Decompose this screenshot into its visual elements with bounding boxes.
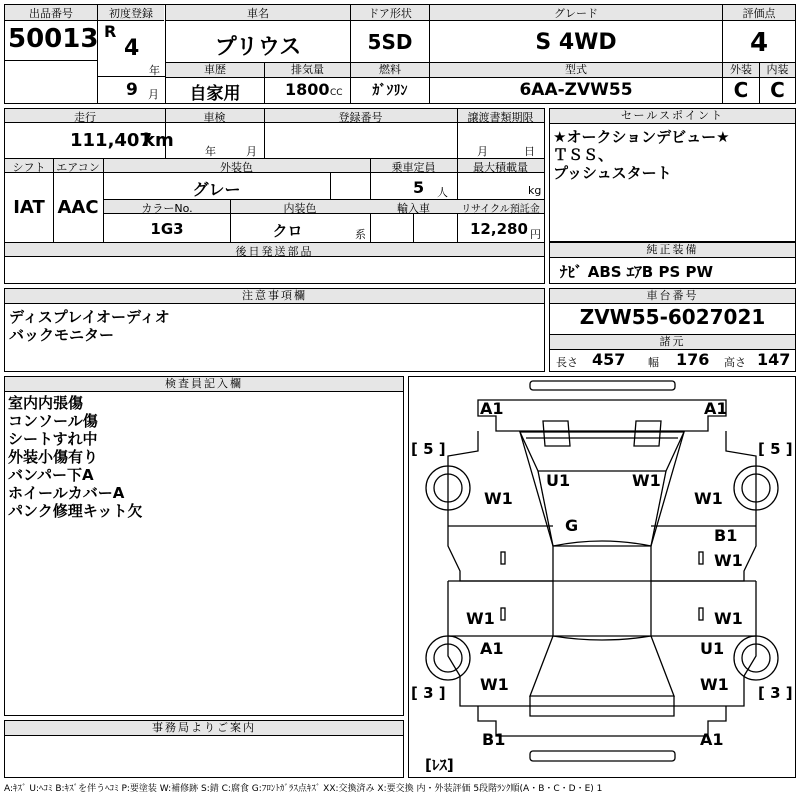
width-label: 幅: [648, 356, 659, 369]
car-name-label: 車名: [166, 5, 350, 21]
equipment: ﾅﾋﾞ ABS ｴｱB PS PW: [560, 263, 714, 281]
car-diagram: [408, 376, 796, 778]
damage-mark: W1: [694, 489, 723, 508]
load-unit: kg: [528, 184, 542, 197]
transfer-day: 日: [524, 145, 535, 158]
inspection-month: 月: [246, 145, 257, 158]
sales-point-lines: [553, 128, 793, 182]
capacity-label: 乗車定員: [391, 161, 436, 174]
caution-lines: [9, 308, 529, 344]
damage-mark: W1: [714, 551, 743, 570]
damage-mark: A1: [480, 639, 504, 658]
inspector-line: 室内内張傷: [8, 394, 84, 412]
chassis-label: 車台番号: [550, 289, 795, 304]
spare-tire: [ﾚｽ]: [425, 756, 454, 774]
later-parts-label: 後日発送部品: [5, 243, 544, 257]
inspector-lines: [8, 394, 398, 520]
int-grade-label: 内装: [760, 63, 795, 77]
damage-mark: W1: [480, 675, 509, 694]
grade-label: グレード: [430, 5, 722, 21]
model-label: 型式: [430, 63, 722, 77]
sales-line: ★オークションデビュー★: [553, 128, 730, 146]
displacement-label: 排気量: [265, 63, 350, 77]
damage-mark: B1: [482, 730, 506, 749]
inspector-line: バンパー下A: [8, 466, 94, 484]
tire-condition: [ 3 ]: [758, 684, 793, 702]
aircon-label: エアコン: [56, 161, 100, 174]
month-unit: 月: [148, 88, 159, 101]
shift-label: シフト: [12, 161, 46, 174]
transfer-month: 月: [477, 145, 488, 158]
sales-line: ＴＳＳ、: [553, 146, 614, 164]
sales-point-label: セールスポイント: [550, 109, 795, 124]
ext-grade-label: 外装: [723, 63, 759, 77]
tire-condition: [ 5 ]: [758, 440, 793, 458]
fuel-label: 燃料: [351, 63, 429, 77]
displacement: 1800: [285, 80, 330, 99]
grade: S 4WD: [535, 30, 617, 55]
tire-condition: [ 5 ]: [411, 440, 446, 458]
recycle-label: リサイクル預託金: [461, 204, 540, 215]
color-no: 1G3: [150, 220, 184, 238]
lot-number: 50013: [8, 24, 99, 54]
mileage-unit: km: [143, 130, 174, 151]
year-unit: 年: [149, 64, 160, 77]
inspector-line: パンク修理キット欠: [8, 502, 143, 520]
history: 自家用: [189, 84, 241, 104]
length: 457: [592, 350, 626, 369]
displacement-unit: CC: [330, 88, 343, 98]
recycle-fee: 12,280: [470, 220, 528, 238]
sales-line: プッシュスタート: [553, 164, 672, 182]
reg-era: R: [104, 22, 117, 41]
damage-mark: A1: [704, 399, 728, 418]
score: 4: [749, 28, 769, 58]
fuel: ｶﾞｿﾘﾝ: [372, 83, 408, 99]
color-no-label: カラーNo.: [141, 202, 193, 215]
capacity: 5: [413, 178, 425, 197]
inspector-line: コンソール傷: [8, 412, 98, 430]
shift: IAT: [13, 197, 45, 218]
spec-label: 諸元: [550, 335, 795, 350]
reg-month: 9: [126, 80, 138, 100]
plate-label: 登録番号: [338, 111, 383, 124]
recycle-unit: 円: [530, 228, 541, 241]
aircon: AAC: [57, 197, 99, 218]
height: 147: [757, 350, 791, 369]
damage-mark: A1: [700, 730, 724, 749]
caution-label: 注意事項欄: [5, 289, 544, 304]
chassis-number: ZVW55-6027021: [579, 305, 766, 329]
inspector-line: 外装小傷有り: [8, 448, 99, 466]
damage-mark: B1: [714, 526, 738, 545]
first-reg-label: 初度登録: [98, 5, 164, 21]
inspector-line: ホイールカバーA: [8, 484, 125, 502]
door-type: 5SD: [367, 30, 413, 54]
ext-grade: C: [733, 78, 749, 102]
office-label: 事務局よりご案内: [5, 721, 403, 736]
interior-color-label: 内装色: [283, 202, 317, 215]
damage-mark: W1: [714, 609, 743, 628]
history-label: 車歴: [166, 63, 264, 77]
interior-color: クロ: [272, 222, 303, 240]
tire-condition: [ 3 ]: [411, 684, 446, 702]
load-label: 最大積載量: [473, 161, 528, 174]
mileage-label: 走行: [74, 111, 96, 124]
damage-mark: W1: [632, 471, 661, 490]
mileage: 111,407: [70, 130, 152, 151]
damage-mark: U1: [700, 639, 725, 658]
height-label: 高さ: [724, 356, 746, 369]
door-label: ドア形状: [351, 5, 429, 21]
width: 176: [676, 350, 710, 369]
caution-line: バックモニター: [9, 326, 115, 344]
damage-mark: W1: [484, 489, 513, 508]
inspector-line: シートすれ中: [8, 430, 98, 448]
car-name: プリウス: [214, 35, 302, 60]
capacity-unit: 人: [437, 186, 448, 199]
reg-year: 4: [124, 36, 140, 61]
inspection-year: 年: [205, 145, 216, 158]
interior-color-unit: 系: [355, 228, 366, 241]
damage-mark: G: [565, 516, 579, 535]
import-label: 輸入車: [397, 202, 430, 215]
int-grade: C: [770, 78, 785, 102]
transfer-label: 譲渡書類期限: [467, 111, 534, 124]
legend: A:ｷｽﾞ U:ﾍｺﾐ B:ｷｽﾞを伴うﾍｺﾐ P:要塗装 W:補修跡 S:錆 C:腐食 G:ﾌﾛﾝﾄｶﾞﾗｽ点ｷｽﾞ XX:交換済み X:要交換 内・外装評価 5段階ﾗﾝｸ順(A・B・C・D・E) 1: [4, 784, 603, 794]
damage-mark: W1: [700, 675, 729, 694]
damage-mark: W1: [466, 609, 495, 628]
color: グレー: [192, 180, 241, 199]
color-label: 外装色: [220, 161, 253, 174]
damage-mark: A1: [480, 399, 504, 418]
damage-mark: U1: [546, 471, 571, 490]
inspection-label: 車検: [203, 111, 226, 124]
equipment-label: 純正装備: [550, 243, 795, 258]
inspector-label: 検査員記入欄: [5, 377, 403, 392]
caution-line: ディスプレイオーディオ: [9, 308, 170, 326]
score-label: 評価点: [723, 5, 795, 21]
model-code: 6AA-ZVW55: [519, 80, 633, 100]
length-label: 長さ: [556, 356, 578, 369]
lot-label: 出品番号: [5, 5, 97, 21]
